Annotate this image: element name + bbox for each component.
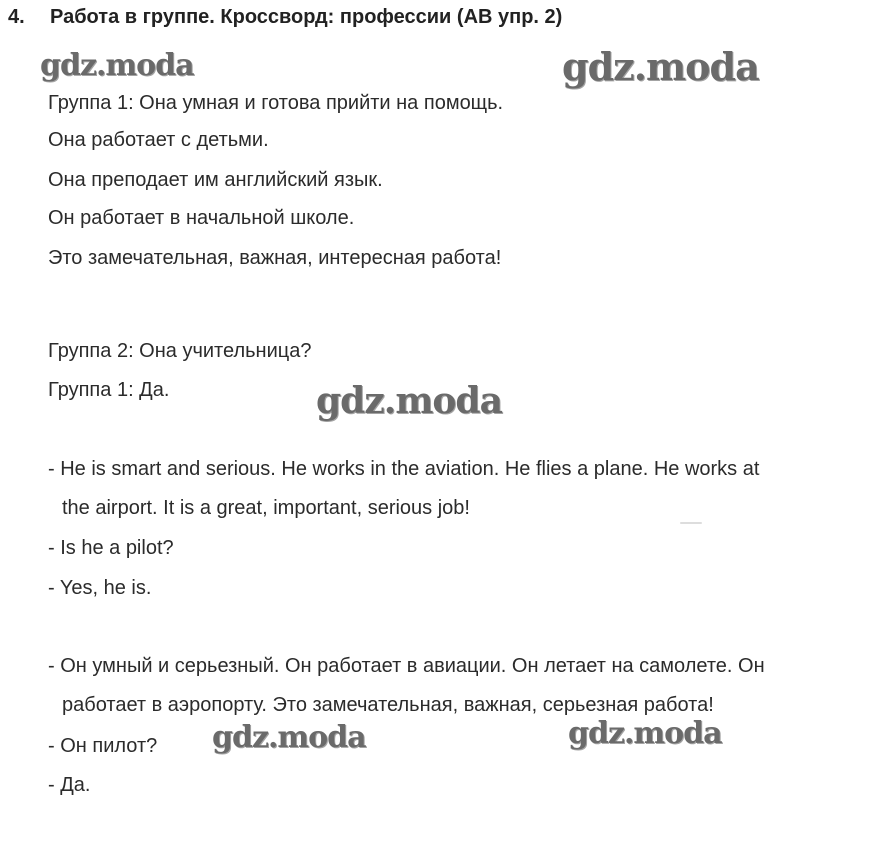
stray-mark (680, 522, 702, 524)
text-line: Группа 1: Она умная и готова прийти на помощь. (48, 92, 504, 114)
text-line: - Is he a pilot? (48, 537, 174, 559)
exercise-heading (8, 6, 562, 29)
text-line: - Он пилот? (48, 735, 158, 757)
text-line: the airport. It is a great, important, serious job! (62, 497, 470, 519)
watermark-logo: gdz.moda (568, 716, 722, 751)
text-line: Это замечательная, важная, интересная работа! (48, 247, 502, 269)
watermark-logo: gdz.moda (316, 380, 502, 422)
text-line: Он работает в начальной школе. (48, 207, 355, 229)
text-line: Она работает с детьми. (48, 129, 269, 151)
exercise-title: Работа в группе. Кроссворд: профессии (AB упр. 2) (50, 6, 563, 28)
watermark-logo: gdz.moda (562, 44, 759, 89)
watermark-logo: gdz.moda (212, 720, 366, 755)
text-line: Она преподает им английский язык. (48, 169, 383, 191)
text-line: - Он умный и серьезный. Он работает в авиации. Он летает на самолете. Он (48, 655, 765, 677)
text-line: - Да. (48, 774, 91, 796)
text-line: Группа 2: Она учительница? (48, 340, 312, 362)
text-line: Группа 1: Да. (48, 379, 170, 401)
exercise-number: 4. (8, 6, 25, 28)
text-line: - He is smart and serious. He works in the aviation. He flies a plane. He works at (48, 458, 760, 480)
text-line: - Yes, he is. (48, 577, 152, 599)
watermark-logo: gdz.moda (40, 48, 194, 83)
text-line: работает в аэропорту. Это замечательная, важная, серьезная работа! (62, 694, 714, 716)
